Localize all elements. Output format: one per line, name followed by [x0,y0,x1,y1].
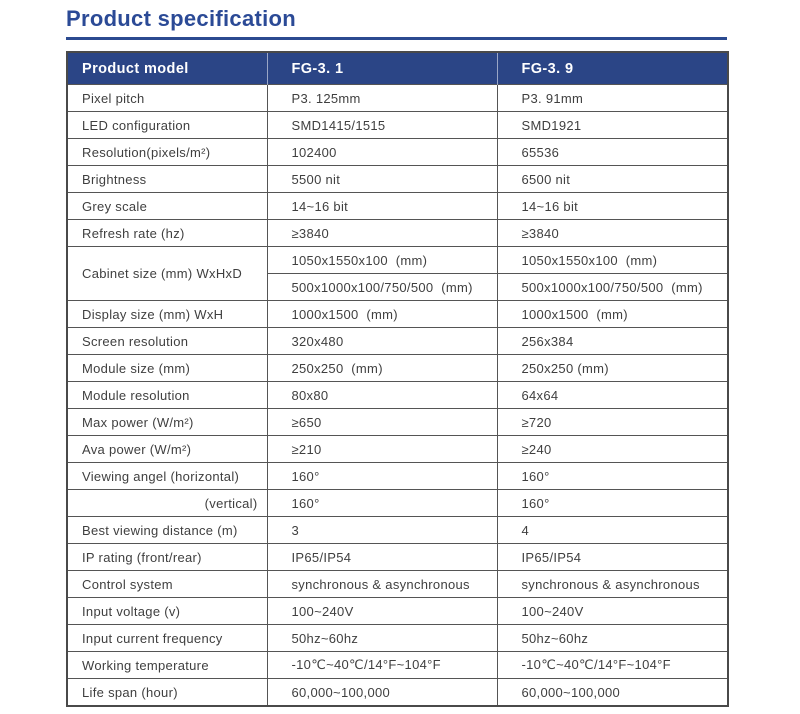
spec-value: 3 [267,517,497,544]
spec-label: Module size (mm) [67,355,267,382]
spec-value: 100~240V [497,598,728,625]
spec-value: IP65/IP54 [497,544,728,571]
spec-label: IP rating (front/rear) [67,544,267,571]
spec-row-working-temperature [67,652,728,679]
spec-row-life-span [67,679,728,707]
spec-row-control-system [67,571,728,598]
spec-label: LED configuration [67,112,267,139]
spec-label: Life span (hour) [67,679,267,707]
spec-value: 64x64 [497,382,728,409]
spec-row-ava-power [67,436,728,463]
spec-row-refresh-rate [67,220,728,247]
spec-value: 320x480 [267,328,497,355]
spec-value: 100~240V [267,598,497,625]
spec-value: ≥3840 [267,220,497,247]
page-title: Product specification [66,6,297,31]
spec-value: 160° [497,463,728,490]
spec-label: Viewing angel (horizontal) [67,463,267,490]
spec-row-brightness [67,166,728,193]
spec-value: 50hz~60hz [267,625,497,652]
spec-label: Working temperature [67,652,267,679]
title-underline [66,6,727,40]
spec-value: 4 [497,517,728,544]
spec-value: 160° [267,463,497,490]
spec-value: 1050x1550x100 (mm) [267,247,497,274]
spec-row-led-configuration [67,112,728,139]
spec-label: Best viewing distance (m) [67,517,267,544]
header-row [67,52,728,85]
spec-label: Display size (mm) WxH [67,301,267,328]
spec-label: Resolution(pixels/m²) [67,139,267,166]
spec-row-grey-scale [67,193,728,220]
spec-label: Ava power (W/m²) [67,436,267,463]
header-model-fg39: FG-3. 9 [497,52,728,85]
spec-label: Grey scale [67,193,267,220]
spec-section [66,6,727,707]
spec-value: 65536 [497,139,728,166]
spec-value: 5500 nit [267,166,497,193]
spec-value: -10℃~40℃/14°F~104°F [497,652,728,679]
header-product-model: Product model [67,52,267,85]
spec-value: -10℃~40℃/14°F~104°F [267,652,497,679]
header-model-fg31: FG-3. 1 [267,52,497,85]
spec-label: Refresh rate (hz) [67,220,267,247]
spec-value: 250x250 (mm) [497,355,728,382]
spec-label: Module resolution [67,382,267,409]
spec-row-cabinet-size-a [67,247,728,274]
spec-row-ip-rating [67,544,728,571]
spec-value: 80x80 [267,382,497,409]
spec-row-pixel-pitch [67,85,728,112]
spec-value: ≥240 [497,436,728,463]
spec-value: SMD1415/1515 [267,112,497,139]
spec-row-best-viewing-distance [67,517,728,544]
spec-row-input-voltage [67,598,728,625]
spec-row-display-size [67,301,728,328]
spec-row-screen-resolution [67,328,728,355]
spec-value: 500x1000x100/750/500 (mm) [497,274,728,301]
spec-row-viewing-angle-horizontal [67,463,728,490]
spec-label: (vertical) [67,490,267,517]
spec-row-max-power [67,409,728,436]
spec-value: 60,000~100,000 [267,679,497,707]
spec-row-module-size [67,355,728,382]
spec-label: Input current frequency [67,625,267,652]
spec-value: IP65/IP54 [267,544,497,571]
spec-value: ≥720 [497,409,728,436]
spec-value: 1050x1550x100 (mm) [497,247,728,274]
spec-value: SMD1921 [497,112,728,139]
spec-label: Brightness [67,166,267,193]
spec-value: 14~16 bit [497,193,728,220]
spec-value: 250x250 (mm) [267,355,497,382]
spec-value: ≥650 [267,409,497,436]
spec-label: Screen resolution [67,328,267,355]
spec-value: synchronous & asynchronous [267,571,497,598]
spec-row-input-current-frequency [67,625,728,652]
spec-value: 50hz~60hz [497,625,728,652]
spec-row-viewing-angle-vertical [67,490,728,517]
spec-value: ≥3840 [497,220,728,247]
spec-value: P3. 125mm [267,85,497,112]
spec-value: synchronous & asynchronous [497,571,728,598]
spec-label: Max power (W/m²) [67,409,267,436]
spec-value: 160° [497,490,728,517]
spec-label: Cabinet size (mm) WxHxD [67,247,267,301]
spec-value: P3. 91mm [497,85,728,112]
spec-value: 1000x1500 (mm) [267,301,497,328]
spec-label: Control system [67,571,267,598]
spec-value: 14~16 bit [267,193,497,220]
spec-label: Input voltage (v) [67,598,267,625]
spec-value: 160° [267,490,497,517]
spec-row-resolution [67,139,728,166]
spec-value: 60,000~100,000 [497,679,728,707]
spec-value: 6500 nit [497,166,728,193]
spec-value: 500x1000x100/750/500 (mm) [267,274,497,301]
spec-value: 256x384 [497,328,728,355]
spec-label: Pixel pitch [67,85,267,112]
spec-value: ≥210 [267,436,497,463]
spec-value: 102400 [267,139,497,166]
spec-table [66,51,729,707]
spec-row-module-resolution [67,382,728,409]
spec-value: 1000x1500 (mm) [497,301,728,328]
